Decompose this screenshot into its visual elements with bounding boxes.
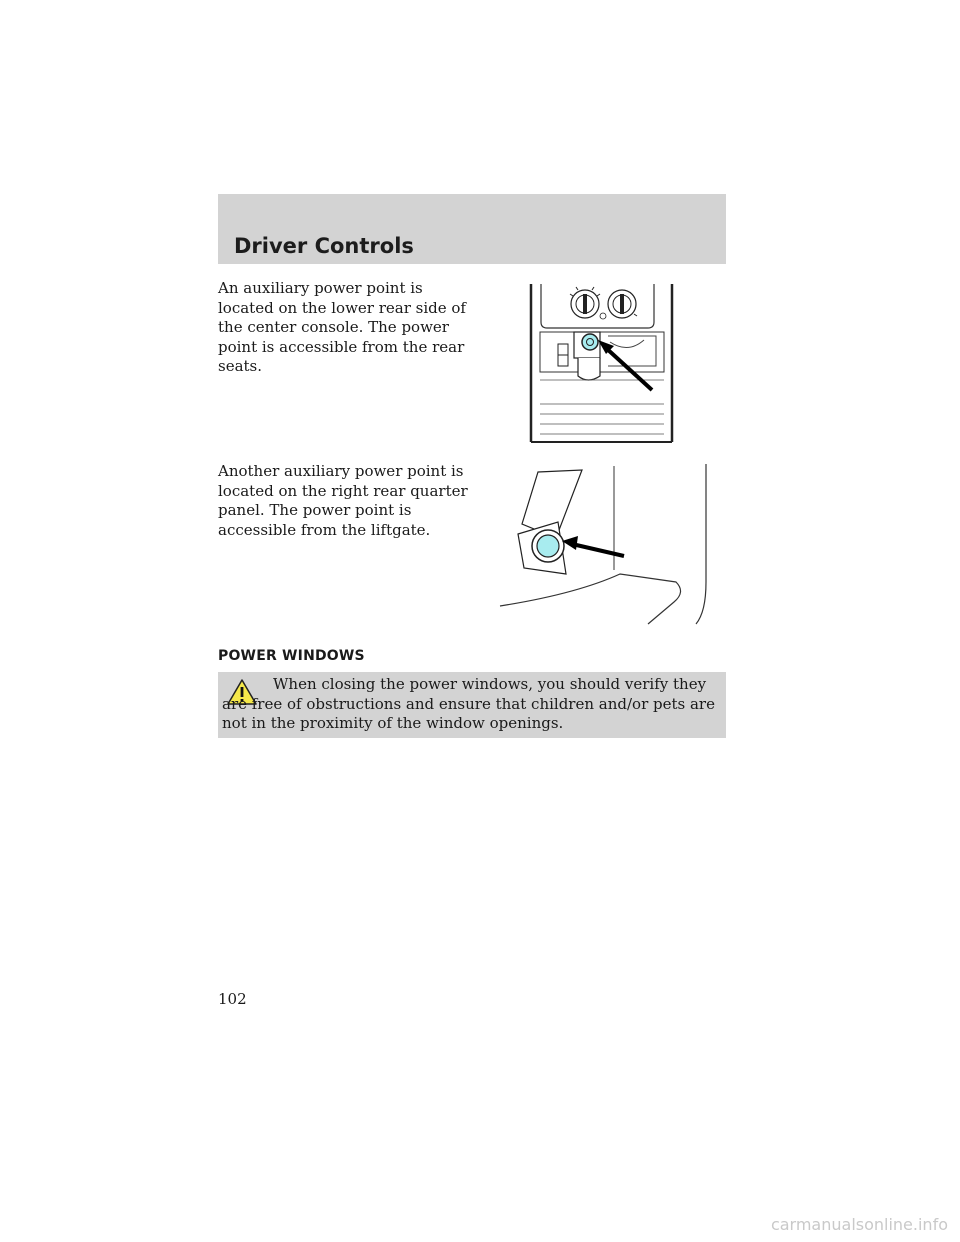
quarter-panel-power-point-icon	[496, 462, 716, 628]
page-number: 102	[218, 990, 247, 1008]
watermark: carmanualsonline.info	[770, 1215, 948, 1234]
console-power-point-paragraph: An auxiliary power point is located on the lower rear side of the center console. The power point is accessible from the rear seats.	[218, 279, 466, 375]
quarter-panel-power-point-paragraph: Another auxiliary power point is located on the right rear quarter panel. The power point is accessible from the liftgate.	[218, 462, 468, 539]
section-header	[218, 194, 726, 264]
console-power-point-icon	[510, 282, 676, 444]
warning-box	[218, 672, 726, 738]
section-title: Driver Controls	[234, 234, 414, 258]
power-windows-heading: POWER WINDOWS	[218, 648, 365, 664]
warning-text: When closing the power windows, you should verify they are free of obstructions and ensure that children and/or pets are not in the proximity of the window openings.	[222, 675, 715, 732]
